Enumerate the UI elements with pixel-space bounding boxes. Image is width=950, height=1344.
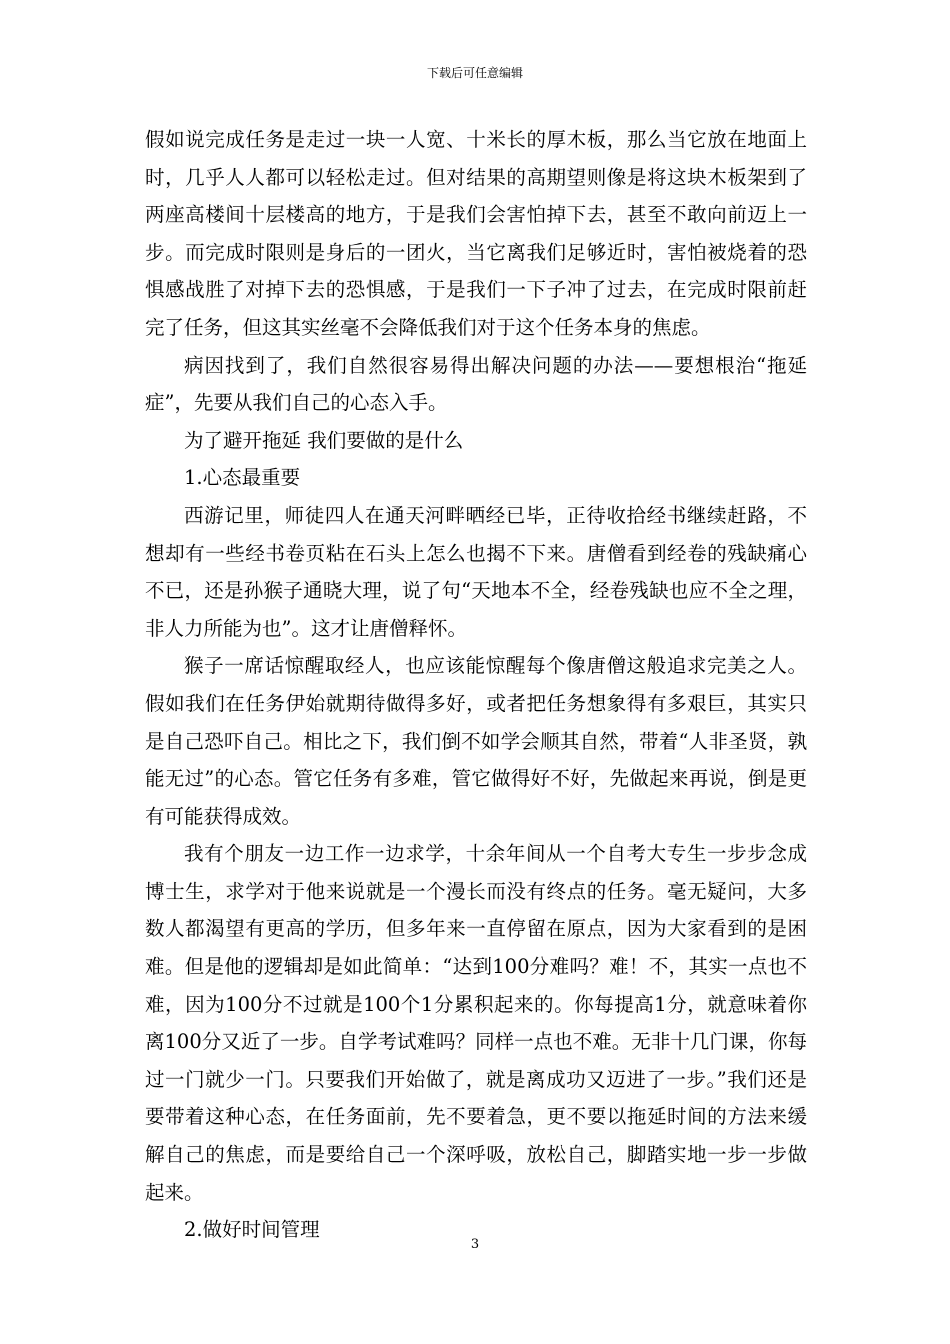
paragraph-monkey-words: 猴子一席话惊醒取经人，也应该能惊醒每个像唐僧这般追求完美之人。假如我们在任务伊始就期待做得多好，或者把任务想象得有多艰巨，其实只是自己恐吓自己。相比之下，我们倒不如学会顺其自然，带着“人非圣贤，孰能无过”的心态。管它任务有多难，管它做得好不好，先做起来再说，倒是更有可能获得成效。 bbox=[145, 654, 807, 828]
section-heading-avoid-procrastination: 为了避开拖延 我们要做的是什么 bbox=[184, 428, 464, 452]
paragraph-wooden-plank: 假如说完成任务是走过一块一人宽、十米长的厚木板，那么当它放在地面上时，几乎人人都可以轻松走过。但对结果的高期望则像是将这块木板架到了两座高楼间十层楼高的地方，于是我们会害怕掉下去，甚至不敢向前迈上一步。而完成时限则是身后的一团火，当它离我们足够近时，害怕被烧着的恐惧感战胜了对掉下去的恐惧感，于是我们一下子冲了过去，在完成时限前赶完了任务，但这其实丝毫不会降低我们对于这个任务本身的焦虑。 bbox=[145, 128, 807, 339]
paragraph-friend-study: 我有个朋友一边工作一边求学，十余年间从一个自考大专生一步步念成博士生，求学对于他来说就是一个漫长而没有终点的任务。毫无疑问，大多数人都渴望有更高的学历，但多年来一直停留在原点，因为大家看到的是困难。但是他的逻辑却是如此简单：“达到100分难吗？难！不，其实一点也不难，因为100分不过就是100个1分累积起来的。你每提高1分，就意味着你离100分又近了一步。自学考试难吗？同样一点也不难。无非十几门课，你每过一门就少一门。只要我们开始做了，就是离成功又迈进了一步。”我们还是要带着这种心态，在任务面前，先不要着急，更不要以拖延时间的方法来缓解自己的焦虑，而是要给自己一个深呼吸，放松自己，脚踏实地一步一步做起来。 bbox=[145, 842, 807, 1204]
subheading-mindset: 1.心态最重要 bbox=[184, 466, 301, 490]
paragraph-journey-to-west: 西游记里，师徒四人在通天河畔晒经已毕，正待收拾经书继续赶路，不想却有一些经书卷页粘在石头上怎么也揭不下来。唐僧看到经卷的残缺痛心不已，还是孙猴子通晓大理，说了句“天地本不全，经卷残缺也应不全之理，非人力所能为也”。这才让唐僧释怀。 bbox=[145, 503, 807, 640]
subheading-time-management: 2.做好时间管理 bbox=[184, 1218, 320, 1242]
paragraph-cause-found: 病因找到了，我们自然很容易得出解决问题的办法——要想根治“拖延症”，先要从我们自己的心态入手。 bbox=[145, 353, 807, 415]
document-body bbox=[145, 121, 807, 1249]
page-header: 下载后可任意编辑 bbox=[426, 66, 523, 80]
page-number: 3 bbox=[470, 1237, 480, 1252]
